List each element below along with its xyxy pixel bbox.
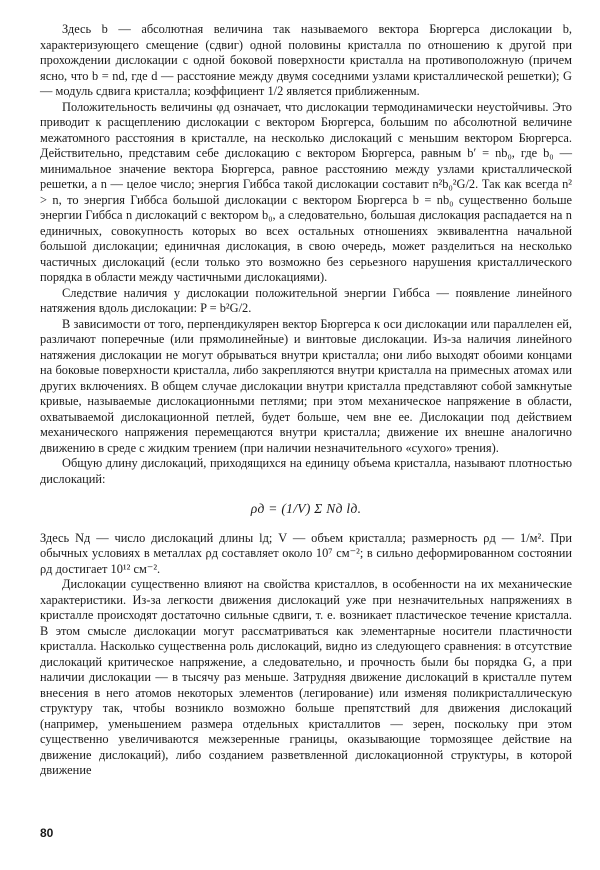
paragraph-line-tension: Следствие наличия у дислокации положительной энергии Гиббса — появление линейного натяжения вдоль дислокации: P = b²G/2.	[40, 285, 572, 315]
density-formula: ρд = (1/V) Σ Nд lд.	[250, 501, 362, 516]
paragraph-formula-explanation: Здесь Nд — число дислокаций длины lд; V — объем кристалла; размерность ρд — 1/м². При обычных условиях в металлах ρд составляет около 10⁷ см⁻²; в сильно деформированном состоянии ρд достигает 10¹² см⁻².	[40, 530, 572, 576]
paragraph-instability: Положительность величины φд означает, что дислокации термодинамически неустойчивы. Это приводит к расщеплению дислокации с вектором Бюргерса, большим по абсолютной величине межатомного расстояния в кристалле, на несколько дислокаций с меньшим вектором Бюргерса. Действительно, представим себе дислокацию с вектором Бюргерса, равным b′ = nb₀, где b₀ — минимальное значение вектора Бюргерса, равное расстоянию между узлами кристаллической решетки, а n — целое число; энергия Гиббса такой дислокации составит n²b₀²G/2. Так как всегда n² > n, то энергия Гиббса большой дислокации с вектором Бюргерса b = nb₀ существенно больше энергии Гиббса n дислокаций с вектором b₀, а следовательно, большая дислокация распадается на n единичных, совокупность которых во всех остальных отношениях эквивалентна начальной большой дислокации; единичная дислокация, в свою очередь, может разделиться на несколько частичных дислокаций (если только это возможно без серьезного нарушения кристаллического порядка в области между частичными дислокациями).	[40, 99, 572, 284]
paragraph-dislocation-types: В зависимости от того, перпендикулярен вектор Бюргерса к оси дислокации или параллелен ей, различают поперечные (или прямолинейные) и винтовые дислокации. Из-за наличия линейного натяжения дислокации не могут обрываться внутри кристалла; они либо выходят обоими концами на боковые поверхности кристалла, либо закрепляются внутри кристалла на примесных атомах или других включениях. В общем случае дислокации внутри кристалла представляют собой замкнутые кривые, называемые дислокационными петлями; при этом механическое напряжение в области, охватываемой дислокационной петлей, будет больше, чем вне ее. Дислокации под действием механического напряжения перемещаются внутри кристалла; движение их внешне аналогично движению в среде с жидким трением (при наличии незначительного «сухого» трения).	[40, 316, 572, 455]
paragraph-mechanical-properties: Дислокации существенно влияют на свойства кристаллов, в особенности на их механические характеристики. Из-за легкости движения дислокаций уже при незначительных напряжениях в кристалле происходят достаточно сильные сдвиги, т. е. возникает пластическое течение кристалла. В этом смысле дислокации могут рассматриваться как элементарные носители пластичности кристалла. Насколько существенна роль дислокаций, видно из следующего сравнения: в отсутствие дислокаций критическое напряжение, а следовательно, и прочность были бы порядка G, а при наличии дислокации — в тысячу раз меньше. Затрудняя движение дислокаций в кристалле путем внесения в него атомов некоторых элементов (легирование) или изменяя поликристаллическую структуру так, чтобы возникло возможно больше препятствий для движения дислокаций (например, уменьшением размера отдельных кристаллитов — зерен, поскольку при этом существенно увеличиваются межзеренные границы, оказывающие тормозящее действие на движение дислокаций), либо созданием разветвленной дислокационной структуры, в которой движение	[40, 577, 572, 777]
paragraph-burgers-vector: Здесь b — абсолютная величина так называемого вектора Бюргерса дислокации b, характеризующего смещение (сдвиг) одной половины кристалла по отношению к другой при прохождении дислокации с одной боковой поверхности кристалла на противоположную (причем ясно, что b = nd, где d — расстояние между двумя соседними узлами кристаллической решетки); G — модуль сдвига кристалла; коэффициент 1/2 является приближенным.	[40, 22, 572, 98]
paragraph-density-intro: Общую длину дислокаций, приходящихся на единицу объема кристалла, называют плотностью дислокаций:	[40, 456, 572, 486]
page-number: 80	[40, 826, 54, 840]
body-text	[40, 22, 572, 779]
